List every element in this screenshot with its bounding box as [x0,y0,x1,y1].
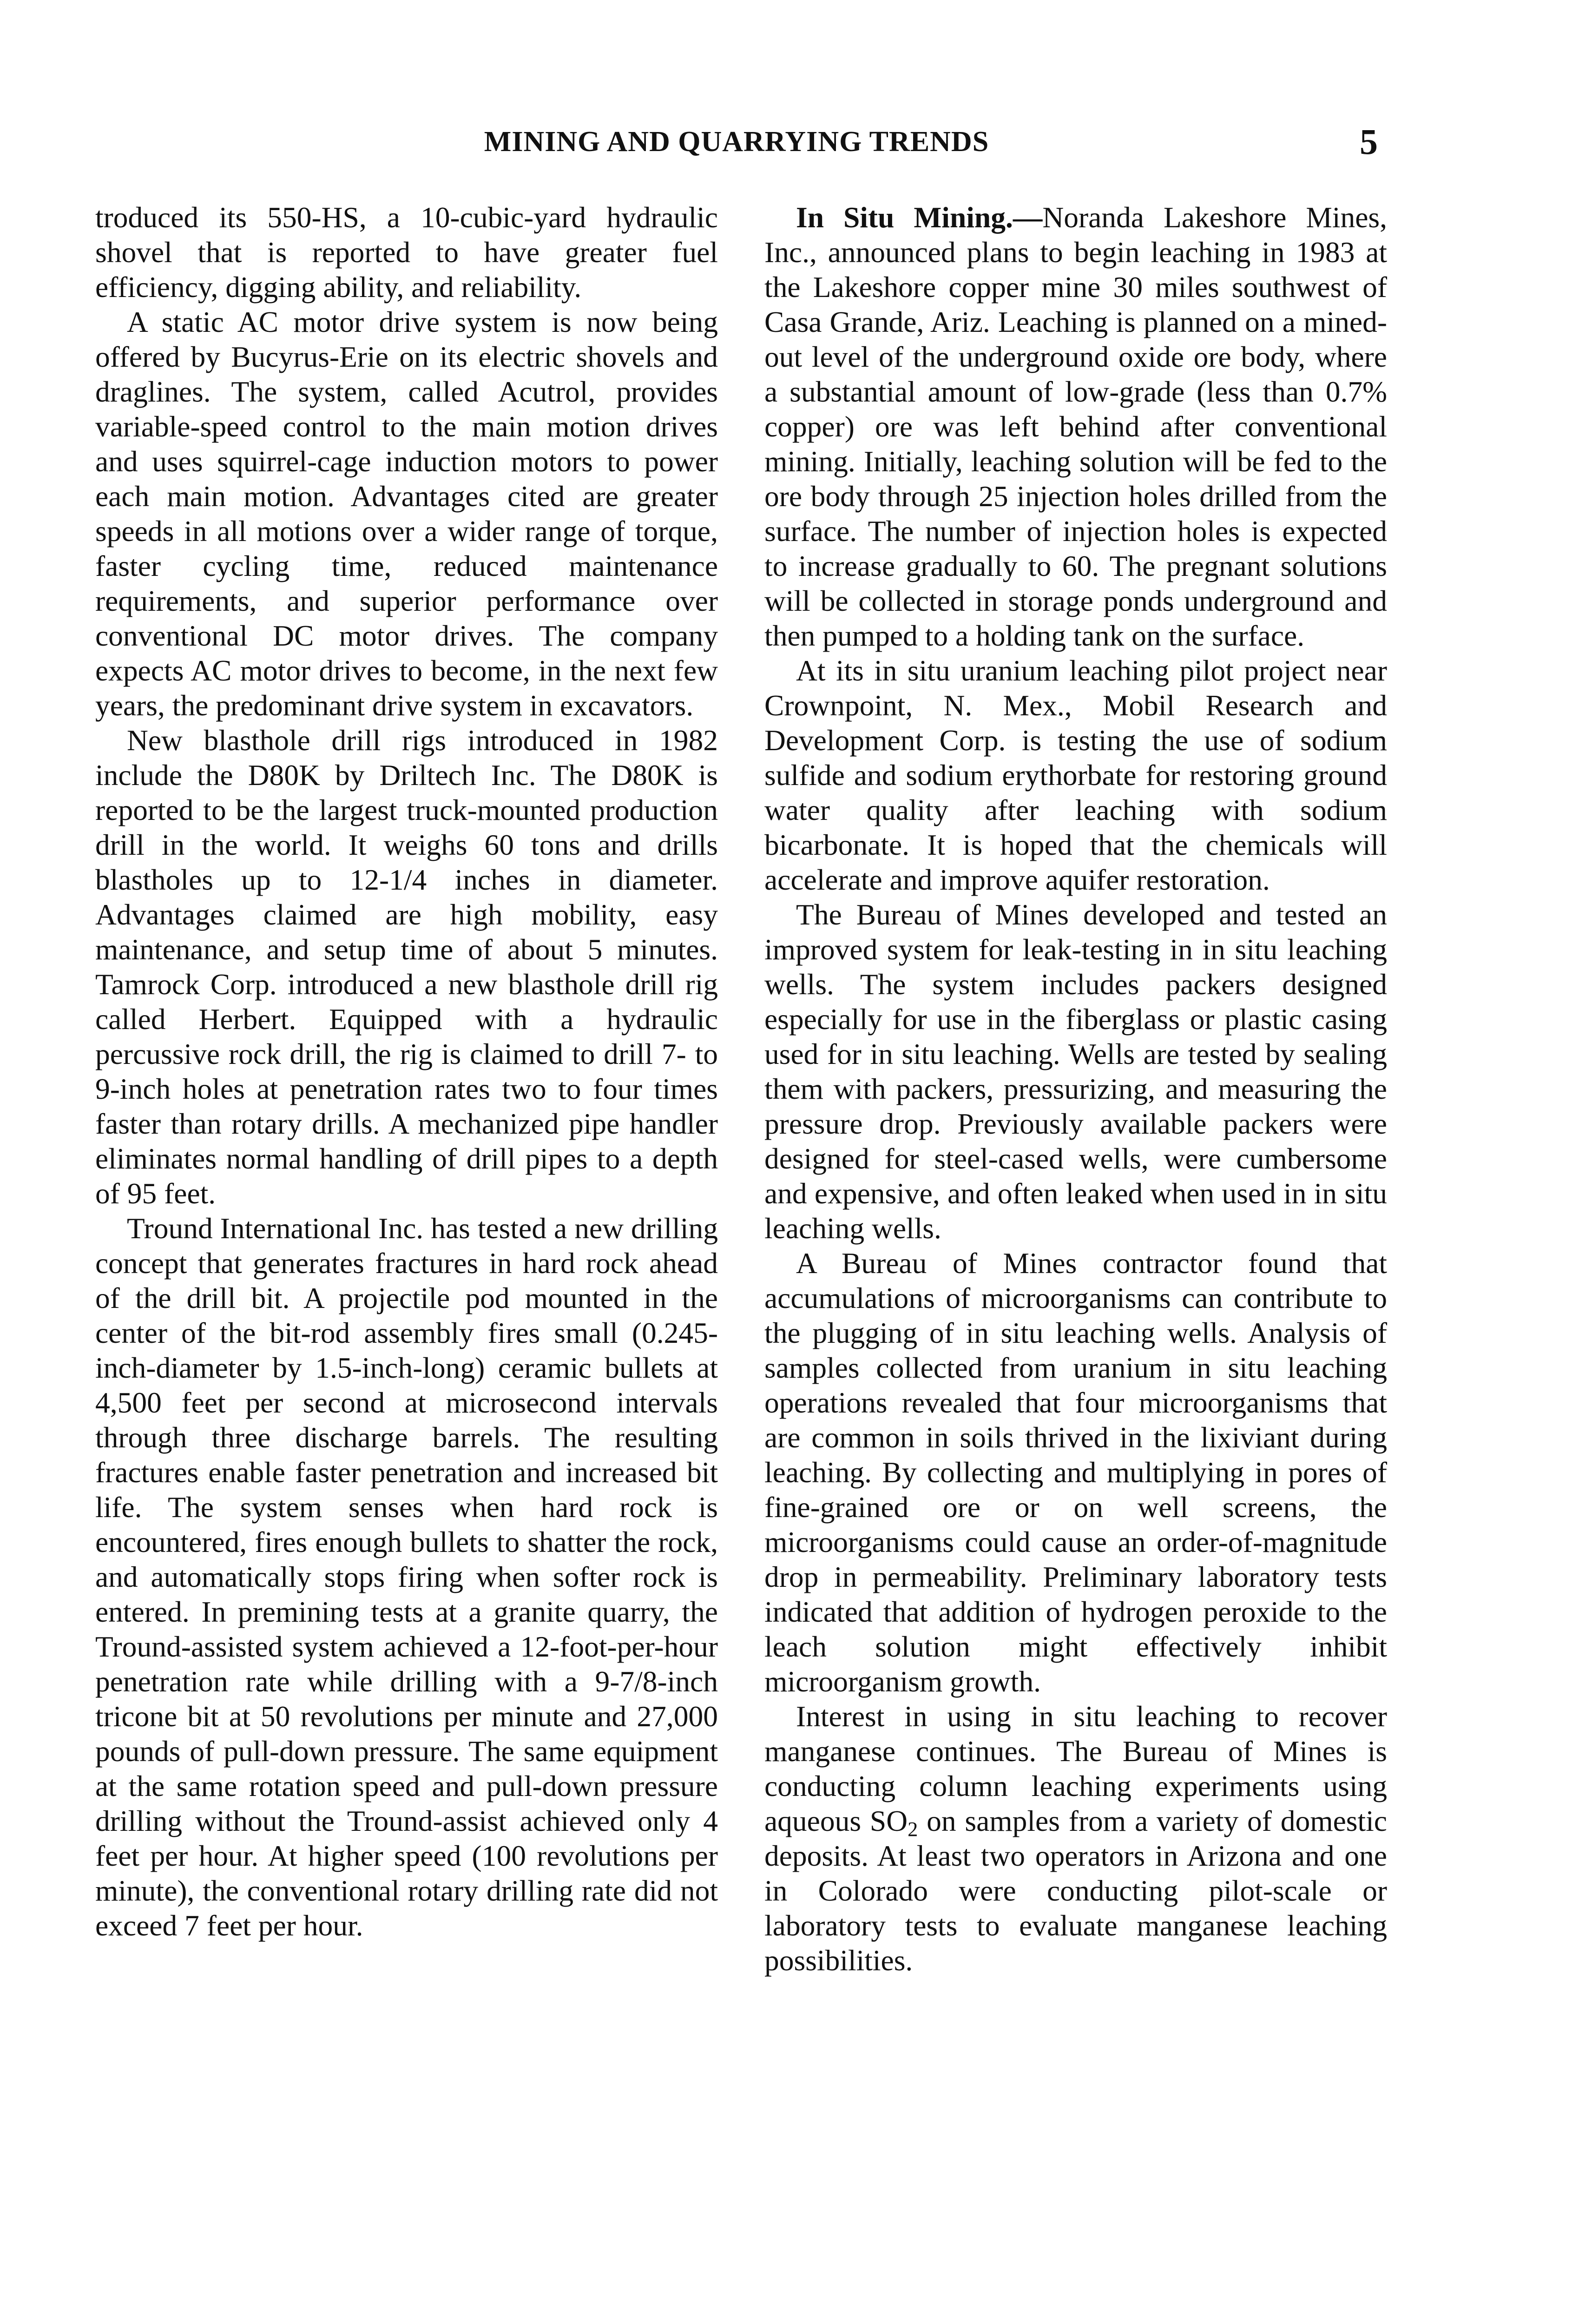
so2-formula [869,1804,918,1841]
paragraph-leak-testing: The Bureau of Mines developed and tested an improved system for leak-testing in in situ leaching wells. The system includes packers designed especially for use in the fiberglass or plastic casing used for in situ leaching. Wells are tested by sealing them with packers, pressurizing, and measuring the pressure drop. Previously available packers were designed for steel-cased wells, were cumbersome and expensive, and often leaked when used in in situ leaching wells. [764,898,1387,1245]
page-header [95,116,1378,172]
heading-dash: — [1013,201,1043,234]
page-number: 5 [1360,121,1378,162]
right-column [764,200,1387,1978]
paragraph-noranda-leaching [764,200,1387,653]
manganese-text-start: Interest in using in situ leaching to recover manganese continues. The Bureau of Mines is conducting column leaching experiments using aqueous [764,1700,1387,1837]
formula-subscript: 2 [908,1817,918,1841]
paragraph-noranda-text: Noranda Lakeshore Mines, Inc., announced plans to begin leaching in 1983 at the Lakeshore copper mine 30 miles southwest of Casa Grande, Ariz. Leaching is planned on a mined-out level of the underground oxide ore body, where a substantial amount of low-grade (less than 0.7% copper) ore was left behind after conventional mining. Initially, leaching solution will be fed to the ore body through 25 injection holes drilled from the surface. The number of injection holes is expected to increase gradually to 60. The pregnant solutions will be collected in storage ponds underground and then pumped to a holding tank on the surface. [764,201,1387,652]
left-column [95,200,718,1943]
paragraph-microorganisms: A Bureau of Mines contractor found that accumulations of microorganisms can contribute to the plugging of in situ leaching wells. Analysis of samples collected from uranium in situ leaching operations revealed that four microorganisms that are common in soils thrived in the lixiviant during leaching. By collecting and multiplying in pores of fine-grained ore or on well screens, the microorganisms could cause an order-of-magnitude drop in permeability. Preliminary laboratory tests indicated that addition of hydrogen peroxide to the leach solution might effectively inhibit microorganism growth. [764,1247,1387,1698]
paragraph-blasthole-drill-rigs: New blasthole drill rigs introduced in 1982 include the D80K by Driltech Inc. The D80K is reported to be the largest truck-mounted production drill in the world. It weighs 60 tons and drills blastholes up to 12-1/4 inches in diameter. Advantages claimed are high mobility, easy maintenance, and setup time of about 5 minutes. Tamrock Corp. introduced a new blasthole drill rig called Herbert. Equipped with a hydraulic percussive rock drill, the rig is claimed to drill 7- to 9-inch holes at penetration rates two to four times faster than rotary drills. A mechanized pipe handler eliminates normal handling of drill pipes to a depth of 95 feet. [95,724,718,1210]
paragraph-tround-drilling: Tround International Inc. has tested a new drilling concept that generates fractures in hard rock ahead of the drill bit. A projectile pod mounted in the center of the bit-rod assembly fires small (0.245-inch-diameter by 1.5-inch-long) ceramic bullets at 4,500 feet per second at microsecond intervals through three discharge barrels. The resulting fractures enable faster penetration and increased bit life. The system senses when hard rock is encountered, fires enough bullets to shatter the rock, and automatically stops firing when softer rock is entered. In premining tests at a granite quarry, the Tround-assisted system achieved a 12-foot-per-hour penetration rate while drilling with a 9-7/8-inch tricone bit at 50 revolutions per minute and 27,000 pounds of pull-down pressure. The same equipment at the same rotation speed and pull-down pressure drilling without the Tround-assist achieved only 4 feet per hour. At higher speed (100 revolutions per minute), the conventional rotary drilling rate did not exceed 7 feet per hour. [95,1212,718,1942]
section-heading-in-situ-mining: In Situ Mining. [796,201,1013,234]
formula-symbol: SO [869,1804,908,1837]
paragraph-hydraulic-shovel: troduced its 550-HS, a 10-cubic-yard hydraulic shovel that is reported to have greater fuel efficiency, digging ability, and reliability. [95,201,718,304]
manganese-text-end: on samples from a variety of domestic deposits. At least two operators in Arizona and one in Colorado were conducting pilot-scale or laboratory tests to evaluate manganese leaching possibilities. [764,1804,1387,1977]
paragraph-manganese-leaching [764,1699,1387,1978]
running-title: MINING AND QUARRYING TRENDS [484,126,989,158]
paragraph-crownpoint-uranium: At its in situ uranium leaching pilot project near Crownpoint, N. Mex., Mobil Research and Development Corp. is testing the use of sodium sulfide and sodium erythorbate for restoring ground water quality after leaching with sodium bicarbonate. It is hoped that the chemicals will accelerate and improve aquifer restoration. [764,654,1387,896]
paragraph-ac-motor-drive: A static AC motor drive system is now being offered by Bucyrus-Erie on its electric shovels and draglines. The system, called Acutrol, provides variable-speed control to the main motion drives and uses squirrel-cage induction motors to power each main motion. Advantages cited are greater speeds in all motions over a wider range of torque, faster cycling time, reduced maintenance requirements, and superior performance over conventional DC motor drives. The company expects AC motor drives to become, in the next few years, the predominant drive system in excavators. [95,305,718,722]
